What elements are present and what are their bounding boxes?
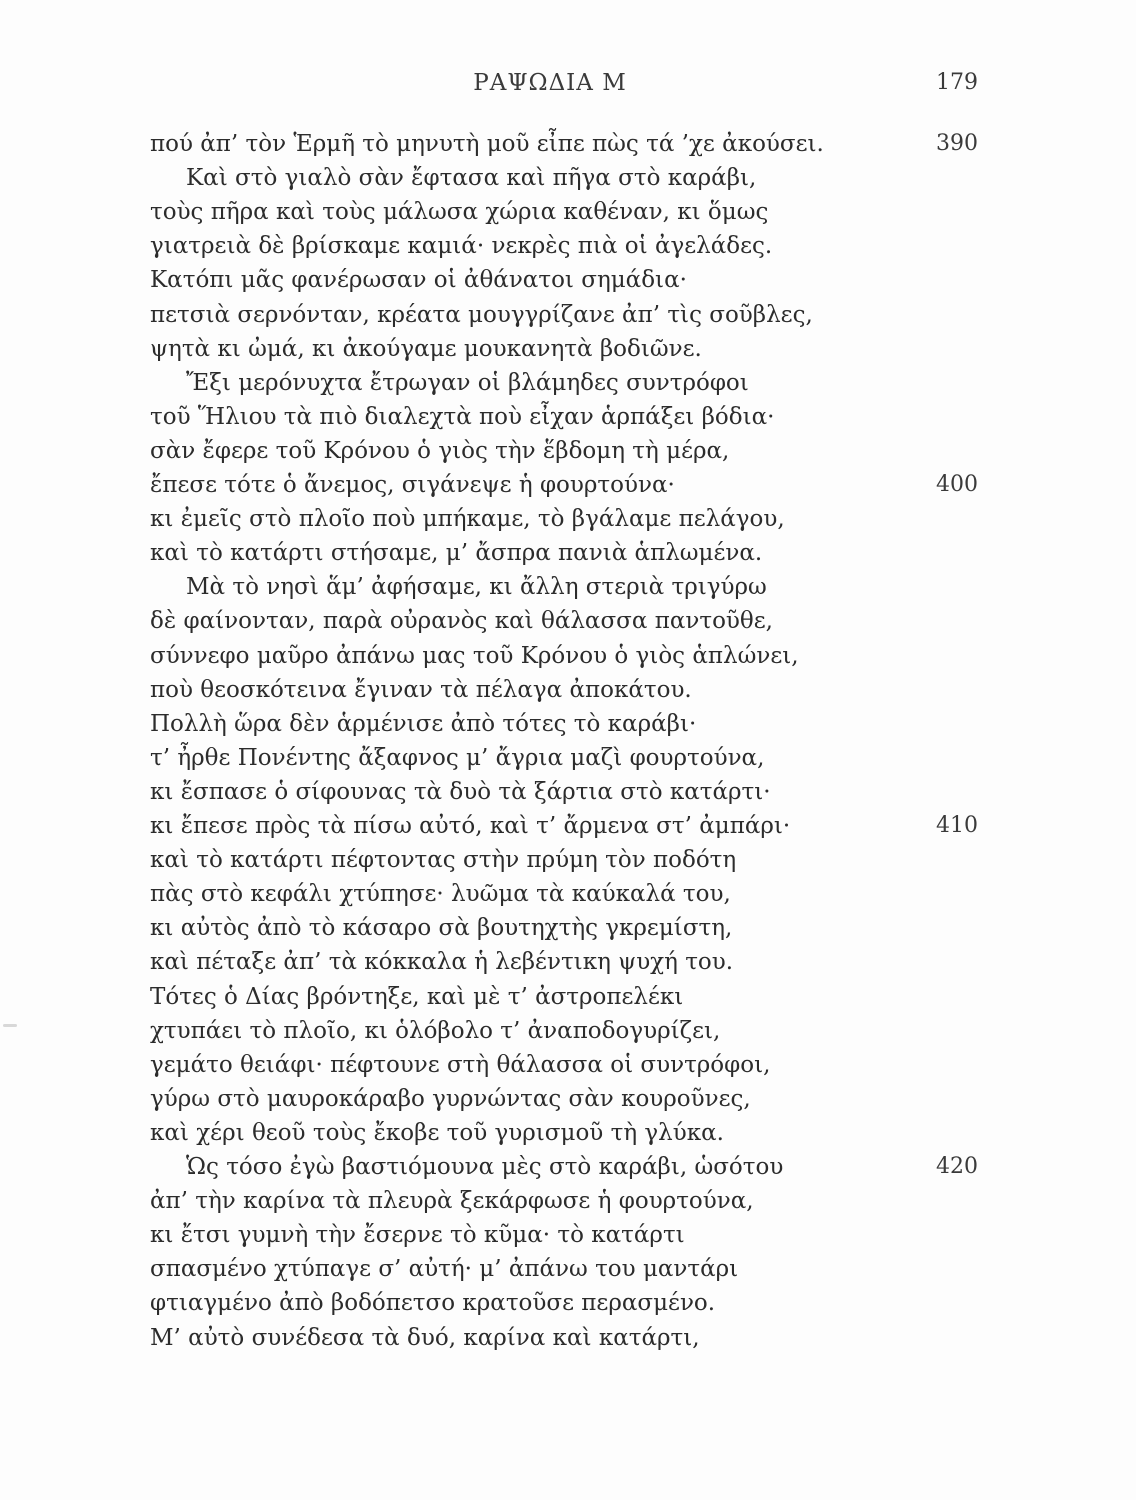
line-number: 410: [936, 813, 978, 838]
verse-line: γύρω στὸ μαυροκάραβο γυρνώντας σὰν κουροῦνες,: [150, 1086, 751, 1112]
verse-line: κι αὐτὸς ἀπὸ τὸ κάσαρο σὰ βουτηχτὴς γκρεμίστη,: [150, 915, 733, 941]
verse-line: πὰς στὸ κεφάλι χτύπησε· λυῶμα τὰ καύκαλά του,: [150, 881, 731, 907]
verse-line: Μὰ τὸ νησὶ ἅμ’ ἀφήσαμε, κι ἄλλη στεριὰ τριγύρω: [186, 574, 767, 600]
page-number: 179: [936, 70, 978, 95]
verse-line: ἔπεσε τότε ὁ ἄνεμος, σιγάνεψε ἡ φουρτούνα·: [150, 472, 675, 498]
verse-line: Ὡς τόσο ἐγὼ βαστιόμουνα μὲς στὸ καράβι, ὡσότου: [186, 1154, 784, 1180]
verse-line: σύννεφο μαῦρο ἀπάνω μας τοῦ Κρόνου ὁ γιὸς ἁπλώνει,: [150, 643, 799, 669]
verse-line: κι ἔπεσε πρὸς τὰ πίσω αὐτό, καὶ τ’ ἄρμενα στ’ ἀμπάρι·: [150, 813, 791, 839]
verse-line: καὶ χέρι θεοῦ τοὺς ἔκοβε τοῦ γυρισμοῦ τὴ γλύκα.: [150, 1120, 724, 1146]
verse-line: κι ἔσπασε ὁ σίφουνας τὰ δυὸ τὰ ξάρτια στὸ κατάρτι·: [150, 779, 771, 805]
verse-line: καὶ τὸ κατάρτι πέφτοντας στὴν πρύμη τὸν ποδότη: [150, 847, 737, 873]
verse-line: καὶ τὸ κατάρτι στήσαμε, μ’ ἄσπρα πανιὰ ἁπλωμένα.: [150, 540, 763, 566]
verse-line: πετσιὰ σερνόνταν, κρέατα μουγγρίζανε ἀπ’ τὶς σοῦβλες,: [150, 302, 813, 328]
line-number: 400: [936, 472, 978, 497]
verse-line: Μ’ αὐτὸ συνέδεσα τὰ δυό, καρίνα καὶ κατάρτι,: [150, 1325, 700, 1351]
verse-line: σὰν ἔφερε τοῦ Κρόνου ὁ γιὸς τὴν ἕβδομη τὴ μέρα,: [150, 438, 730, 464]
verse-line: Καὶ στὸ γιαλὸ σὰν ἔφτασα καὶ πῆγα στὸ καράβι,: [186, 165, 757, 191]
verse-line: κι ἔτσι γυμνὴ τὴν ἔσερνε τὸ κῦμα· τὸ κατάρτι: [150, 1222, 685, 1248]
line-number: 390: [936, 131, 978, 156]
verse-line: κι ἐμεῖς στὸ πλοῖο ποὺ μπήκαμε, τὸ βγάλαμε πελάγου,: [150, 506, 785, 532]
running-title: ΡΑΨΩΔΙΑ Μ: [473, 70, 627, 96]
verse-line: σπασμένο χτύπαγε σ’ αὐτή· μ’ ἀπάνω του μαντάρι: [150, 1256, 739, 1282]
line-number: 420: [936, 1154, 978, 1179]
verse-line: ποὺ θεοσκότεινα ἔγιναν τὰ πέλαγα ἀποκάτου.: [150, 677, 692, 703]
verse-line: Ἔξι μερόνυχτα ἔτρωγαν οἱ βλάμηδες συντρόφοι: [186, 370, 749, 396]
verse-line: δὲ φαίνονταν, παρὰ οὐρανὸς καὶ θάλασσα παντοῦθε,: [150, 608, 773, 634]
scan-speck: [3, 1024, 17, 1027]
running-head: [0, 70, 1136, 100]
verse-line: τ’ ἦρθε Πονέντης ἄξαφνος μ’ ἄγρια μαζὶ φουρτούνα,: [150, 745, 765, 771]
verse-line: ἀπ’ τὴν καρίνα τὰ πλευρὰ ξεκάρφωσε ἡ φουρτούνα,: [150, 1188, 754, 1214]
verse-line: Πολλὴ ὥρα δὲν ἁρμένισε ἀπὸ τότες τὸ καράβι·: [150, 711, 697, 737]
verse-line: γιατρειὰ δὲ βρίσκαμε καμιά· νεκρὲς πιὰ οἱ ἀγελάδες.: [150, 233, 773, 259]
verse-line: τοῦ Ἥλιου τὰ πιὸ διαλεχτὰ ποὺ εἶχαν ἁρπάξει βόδια·: [150, 404, 775, 430]
verse-line: γεμάτο θειάφι· πέφτουνε στὴ θάλασσα οἱ συντρόφοι,: [150, 1052, 771, 1078]
verse-line: πού ἀπ’ τὸν Ἑρμῆ τὸ μηνυτὴ μοῦ εἶπε πὼς τά ’χε ἀκούσει.: [150, 131, 824, 157]
verse-line: χτυπάει τὸ πλοῖο, κι ὁλόβολο τ’ ἀναποδογυρίζει,: [150, 1018, 721, 1044]
verse-line: καὶ πέταξε ἀπ’ τὰ κόκκαλα ἡ λεβέντικη ψυχή του.: [150, 949, 734, 975]
verse-line: φτιαγμένο ἀπὸ βοδόπετσο κρατοῦσε περασμένο.: [150, 1290, 716, 1316]
verse-line: τοὺς πῆρα καὶ τοὺς μάλωσα χώρια καθέναν, κι ὅμως: [150, 199, 769, 225]
verse-line: Κατόπι μᾶς φανέρωσαν οἱ ἀθάνατοι σημάδια·: [150, 267, 687, 293]
verse-line: ψητὰ κι ὠμά, κι ἀκούγαμε μουκανητὰ βοδιῶνε.: [150, 336, 702, 362]
verse-line: Τότες ὁ Δίας βρόντηξε, καὶ μὲ τ’ ἀστροπελέκι: [150, 984, 684, 1010]
